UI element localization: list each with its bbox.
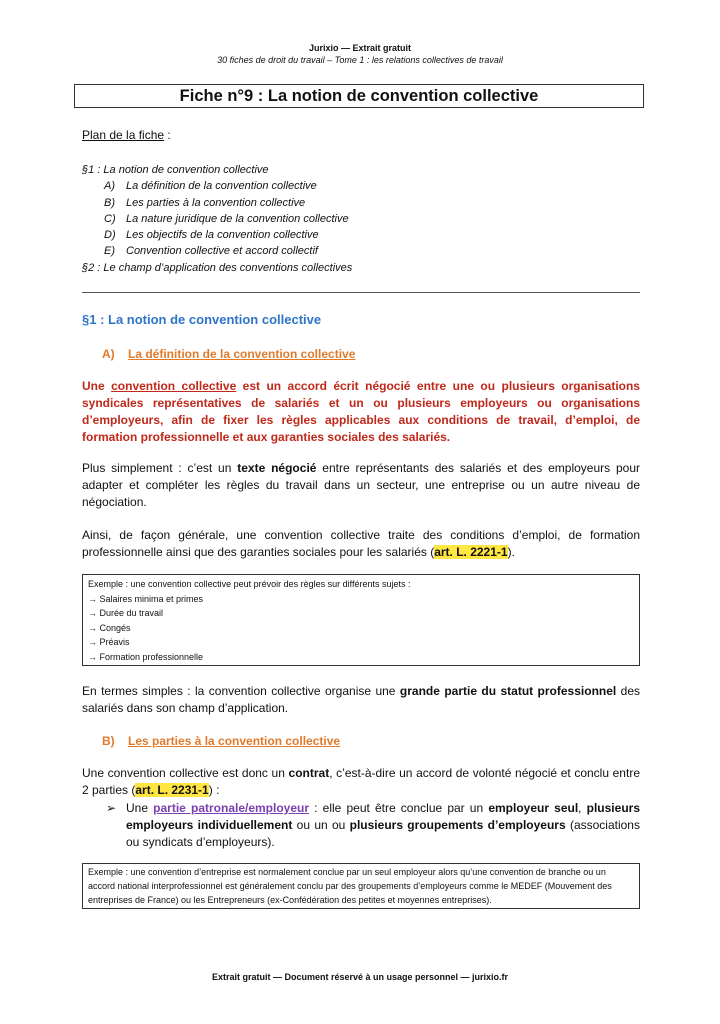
bold-text: plusieurs employeurs individuellement — [126, 801, 640, 832]
bold-text: grande partie du statut professionnel — [399, 684, 617, 698]
toc-letter: E) — [104, 245, 115, 258]
arrow-bullet-icon: ➢ — [106, 801, 117, 815]
article-reference: art. L. 2231-1 — [135, 783, 209, 797]
contract-paragraph — [82, 765, 640, 799]
example-box-2: Exemple : une convention d’entreprise est normalement conclue par un seul employeur alors qu’une convention de branche ou un accord national interprofessionnel est généralement conclu par des groupements d’employeurs comme le MEDEF (Mouvement des entreprises de France) ou les Entrepreneurs (ex-Confédération des petites et moyennes entreprises). — [82, 863, 640, 909]
text: est un accord écrit négocié entre une ou plusieurs organisations syndicales représentatives de salariés et un ou plusieurs employeurs ou organisations d’employeurs, afin de fixer les règles applicables aux conditions de travail, d’emploi, de formation professionnelle et aux garanties sociales des salariés. — [82, 379, 640, 444]
table-of-contents — [82, 162, 352, 276]
example-item: → Formation professionnelle — [88, 651, 204, 662]
toc-item — [82, 195, 352, 211]
text: des salariés dans son champ d’application. — [82, 684, 641, 715]
text: ). — [507, 545, 515, 559]
toc-text: La définition de la convention collective — [126, 180, 317, 193]
article-reference: art. L. 2221-1 — [434, 545, 508, 559]
plan-heading-suffix: : — [164, 128, 171, 142]
section-heading: §1 : La notion de convention collective — [82, 312, 322, 327]
bold-text: contrat — [288, 766, 330, 780]
toc-item — [82, 178, 352, 194]
subheading-letter: B) — [102, 734, 115, 748]
definition-paragraph — [82, 378, 640, 446]
toc-item — [82, 211, 352, 227]
text: : elle peut être conclue par un — [309, 801, 489, 815]
toc-letter: D) — [104, 229, 116, 242]
subheading-title: Les parties à la convention collective — [128, 734, 341, 748]
header-site: Jurixio — Extrait gratuit — [308, 43, 412, 53]
text: (associations ou syndicats d’employeurs). — [126, 818, 640, 849]
subheading-letter: A) — [102, 347, 115, 361]
bold-text: plusieurs groupements d’employeurs — [349, 818, 566, 832]
text: ) : — [208, 783, 220, 797]
toc-item — [82, 227, 352, 243]
text: Une convention collective est donc un — [82, 766, 289, 780]
header-subtitle: 30 fiches de droit du travail – Tome 1 : les relations collectives de travail — [217, 55, 503, 65]
toc-item — [82, 243, 352, 259]
example-item: → Salaires minima et primes — [88, 593, 204, 604]
text: Une — [126, 801, 154, 815]
toc-s2: §2 : Le champ d’application des conventions collectives — [82, 261, 353, 274]
toc-letter: B) — [104, 196, 115, 209]
toc-letter: C) — [104, 212, 116, 225]
page-title: Fiche n°9 : La notion de convention collective — [74, 84, 644, 108]
text: En termes simples : la convention collective organise une — [82, 684, 400, 698]
text: Plus simplement : c’est un — [82, 461, 238, 475]
example-intro: Exemple : une convention collective peut prévoir des règles sur différents sujets : — [88, 579, 411, 589]
example-item: → Préavis — [88, 637, 130, 648]
toc-s1: §1 : La notion de convention collective — [82, 164, 269, 176]
bullet-employer-party — [100, 800, 640, 851]
plan-heading-text: Plan de la fiche — [82, 128, 165, 142]
subheading-a — [102, 347, 355, 361]
toc-text: Les objectifs de la convention collective — [126, 229, 319, 242]
plan-heading — [82, 128, 171, 142]
page-footer: Extrait gratuit — Document réservé à un usage personnel — jurixio.fr — [211, 972, 509, 982]
example-item: → Durée du travail — [88, 608, 164, 619]
text: entre représentants des salariés et des employeurs pour adapter et compléter les règles du travail dans un secteur, une entreprise ou un autre niveau de négociation. — [82, 461, 640, 509]
bold-text: texte négocié — [237, 461, 317, 475]
toc-text: Les parties à la convention collective — [126, 196, 306, 209]
toc-text: Convention collective et accord collectif — [126, 245, 318, 258]
terms-paragraph — [82, 683, 640, 717]
text: ou un ou — [292, 818, 350, 832]
bullet-text — [126, 800, 640, 851]
text: , — [578, 801, 587, 815]
text: Ainsi, de façon générale, une convention collective traite des conditions d’emploi, de formation professionnelle ainsi que des garanties sociales pour les salariés ( — [82, 528, 640, 559]
party-term: partie patronale/employeur — [153, 801, 310, 815]
simple-paragraph — [82, 460, 640, 511]
divider — [82, 292, 640, 293]
page-header — [0, 42, 720, 66]
text: , c’est-à-dire un accord de volonté négocié et conclu entre 2 parties ( — [82, 766, 640, 797]
bold-text: employeur seul — [488, 801, 579, 815]
defined-term: convention collective — [111, 379, 237, 393]
general-paragraph — [82, 527, 640, 561]
example-box — [82, 574, 640, 666]
subheading-title: La définition de la convention collective — [128, 347, 356, 361]
subheading-b — [102, 734, 340, 748]
text: Une — [82, 379, 112, 393]
example-item: → Congés — [88, 622, 131, 633]
toc-text: La nature juridique de la convention collective — [126, 212, 349, 225]
toc-letter: A) — [104, 180, 115, 193]
